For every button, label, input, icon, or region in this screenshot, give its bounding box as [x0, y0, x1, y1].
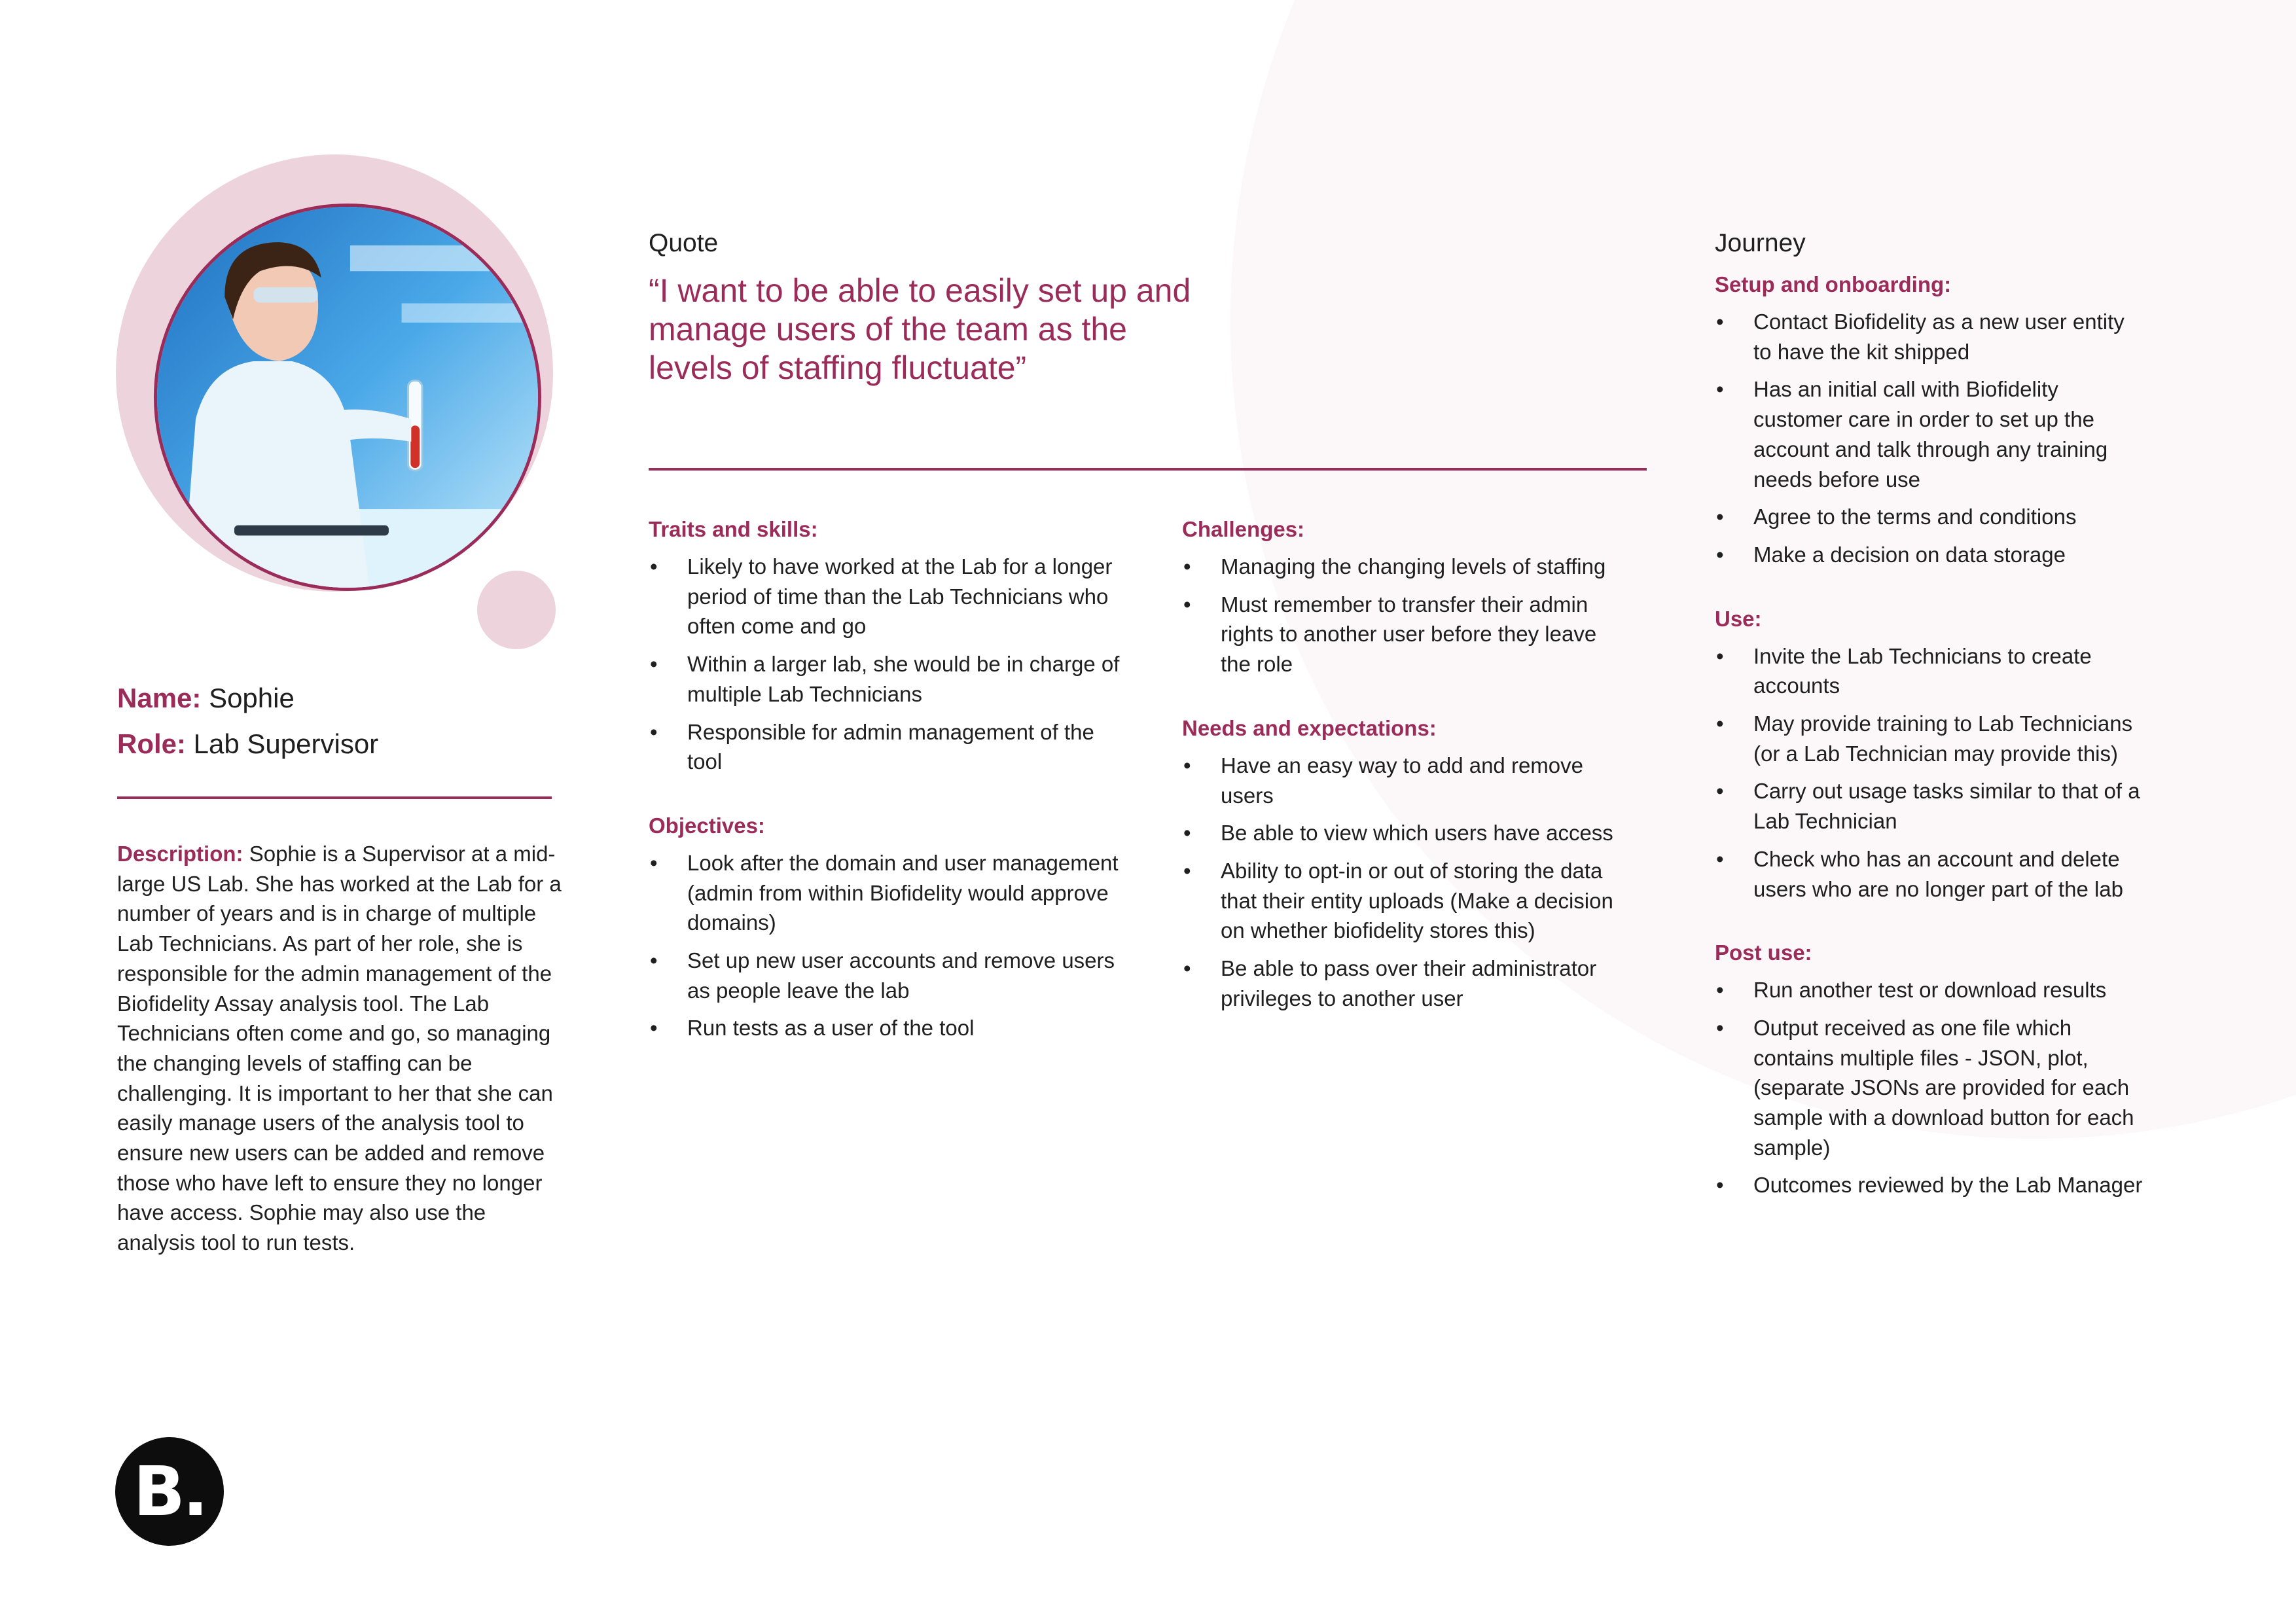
list-item: • Contact Biofidelity as a new user entity to have the kit shipped [1716, 310, 2125, 364]
post-use-heading: Post use: [1715, 940, 1812, 965]
setup-heading: Setup and onboarding: [1715, 272, 1952, 296]
setup-list [1715, 307, 2147, 570]
objectives-list [649, 848, 1120, 1043]
use-list [1715, 641, 2147, 904]
objectives-heading: Objectives: [649, 813, 765, 838]
list-item: • Make a decision on data storage [1716, 542, 2066, 567]
traits-list [649, 552, 1120, 777]
list-item: • Managing the changing levels of staffing [1183, 554, 1606, 579]
challenges-needs-column [1182, 514, 1614, 1021]
list-item: • Invite the Lab Technicians to create accounts [1716, 643, 2092, 698]
list-item: • Agree to the terms and conditions [1716, 505, 2077, 529]
quote-text: “I want to be able to easily set up and manage users of the team as the levels of staffing fluctuate” [649, 272, 1191, 386]
description [117, 839, 569, 1258]
decorative-dot [477, 571, 556, 649]
profile-photo [154, 204, 541, 591]
list-item: • Check who has an account and delete users who are no longer part of the lab [1716, 846, 2124, 901]
journey-title: Journey [1715, 229, 1806, 257]
list-item: • Responsible for admin management of the tool [650, 719, 1094, 774]
challenges-list [1182, 552, 1614, 679]
use-heading: Use: [1715, 606, 1762, 631]
list-item: • Be able to view which users have access [1183, 821, 1613, 846]
brand-logo: B. [115, 1437, 224, 1546]
challenges-heading: Challenges: [1182, 517, 1305, 541]
role-value: Lab Supervisor [193, 728, 379, 759]
description-label: Description: [117, 842, 243, 866]
list-item: • Run another test or download results [1716, 978, 2107, 1003]
traits-objectives-column [649, 514, 1120, 1051]
profile-divider [117, 796, 552, 799]
journey-column [1715, 270, 2147, 1208]
traits-heading: Traits and skills: [649, 517, 818, 541]
list-item: • Run tests as a user of the tool [650, 1016, 975, 1041]
list-item: • Set up new user accounts and remove users as people leave the lab [650, 948, 1115, 1003]
needs-heading: Needs and expectations: [1182, 715, 1437, 740]
role-row [117, 724, 378, 764]
quote-divider [649, 468, 1647, 471]
quote-title: Quote [649, 229, 719, 257]
needs-list [1182, 751, 1614, 1014]
list-item: • Carry out usage tasks similar to that of a Lab Technician [1716, 779, 2140, 834]
list-item: • Likely to have worked at the Lab for a longer period of time than the Lab Technicians who often come and go [650, 554, 1113, 639]
list-item: • Be able to pass over their administrator privileges to another user [1183, 956, 1597, 1010]
list-item: • Have an easy way to add and remove users [1183, 753, 1583, 808]
name-row [117, 679, 295, 718]
list-item: • May provide training to Lab Technicians (or a Lab Technician may provide this) [1716, 711, 2133, 766]
description-text: Sophie is a Supervisor at a mid-large US Lab. She has worked at the Lab for a number of years and is in charge of multiple Lab Technicians. As part of her role, she is responsible for the admin management of the Biofidelity Assay analysis tool. The Lab Technicians often come and go, so managing the changing levels of staffing can be challenging. It is important to her that she can easily manage users of the analysis tool to ensure new users can be added and remove those who have left to ensure they no longer have access. Sophie may also use the analysis tool to run tests. [117, 842, 562, 1255]
list-item: • Look after the domain and user management (admin from within Biofidelity would approve domains) [650, 850, 1119, 935]
list-item: • Output received as one file which contains multiple files - JSON, plot, (separate JSONs are provided for each sample with a download button for each sample) [1716, 1015, 2134, 1160]
list-item: • Within a larger lab, she would be in charge of multiple Lab Technicians [650, 652, 1120, 706]
list-item: • Outcomes reviewed by the Lab Manager [1716, 1173, 2143, 1198]
list-item: • Has an initial call with Biofidelity customer care in order to set up the account and talk through any training needs before use [1716, 377, 2108, 491]
name-label: Name: [117, 683, 202, 713]
name-value: Sophie [209, 683, 295, 713]
list-item: • Ability to opt-in or out of storing the data that their entity uploads (Make a decision on whether biofidelity stores this) [1183, 858, 1613, 943]
role-label: Role: [117, 728, 186, 759]
list-item: • Must remember to transfer their admin rights to another user before they leave the role [1183, 592, 1597, 677]
post-use-list [1715, 975, 2147, 1200]
